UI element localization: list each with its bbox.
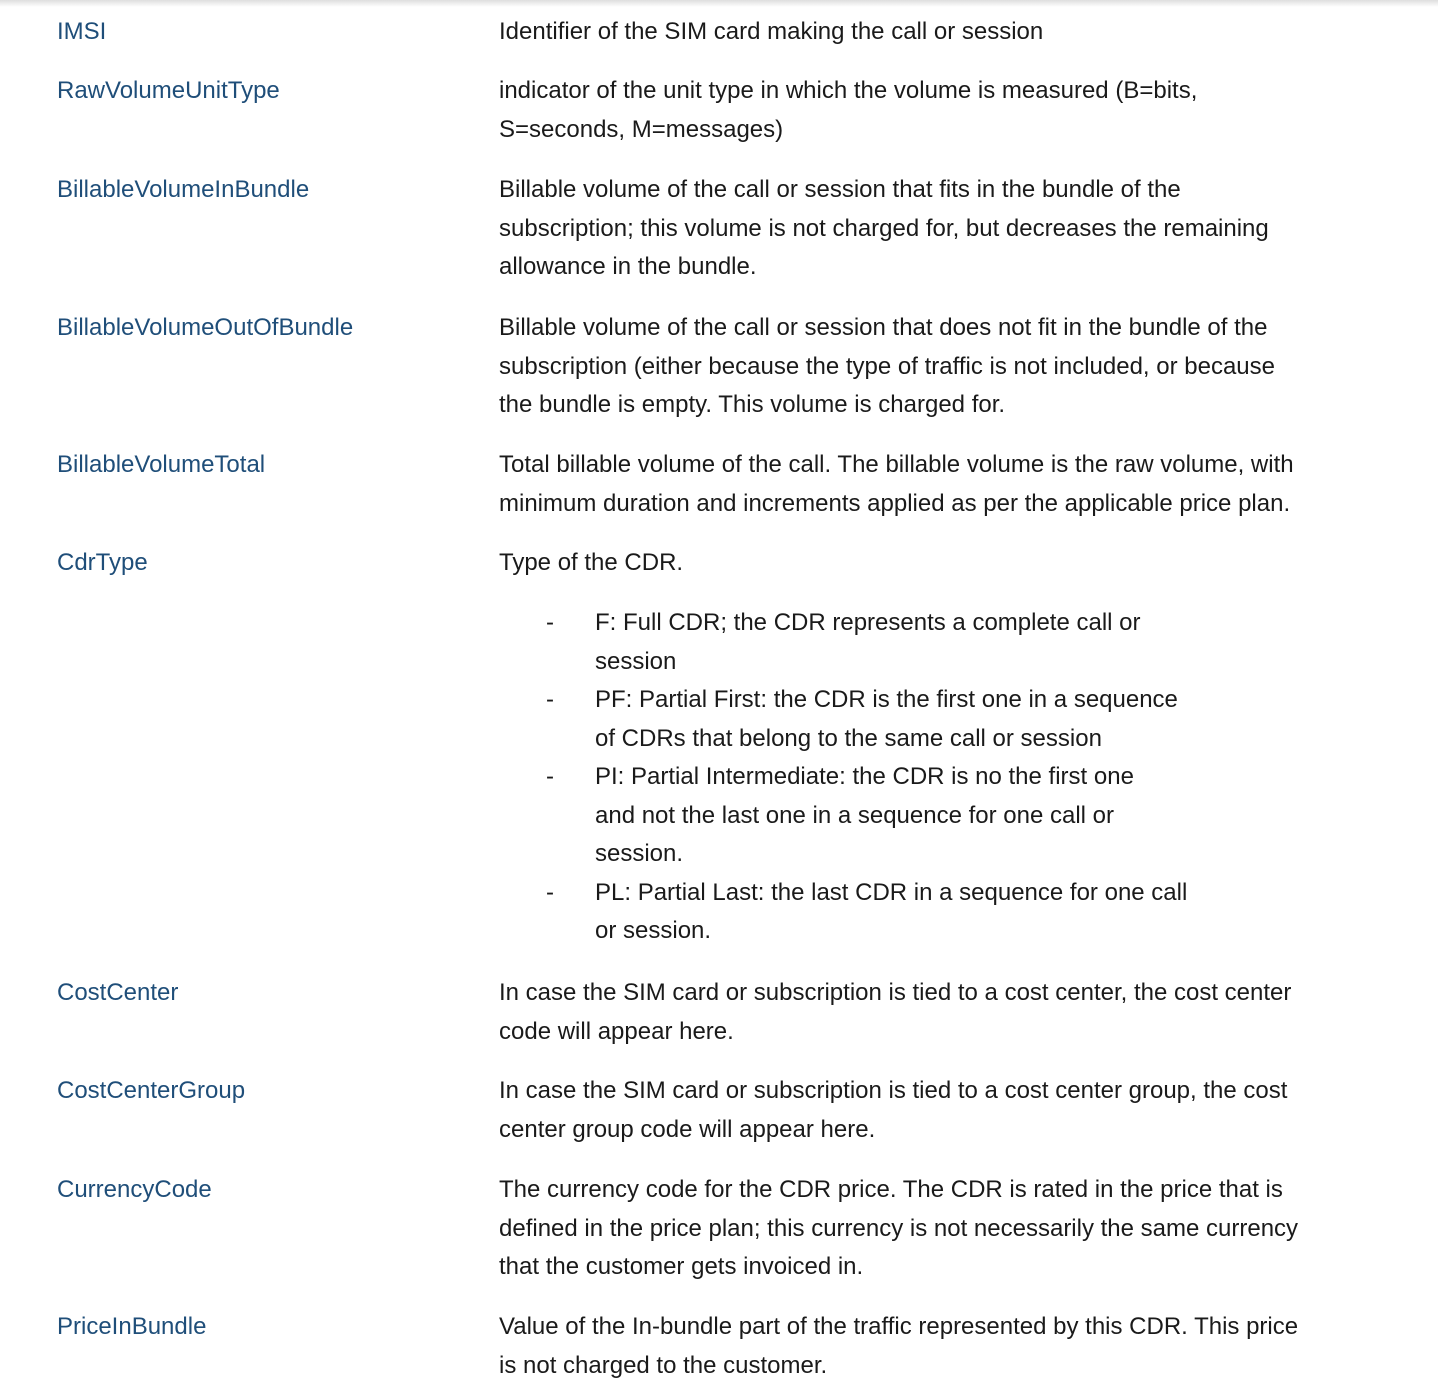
description-line: S=seconds, M=messages) bbox=[499, 115, 784, 143]
description-line: that the customer gets invoiced in. bbox=[499, 1253, 864, 1280]
list-item-line: session bbox=[595, 647, 677, 675]
field-name: CostCenterGroup bbox=[57, 1077, 246, 1104]
list-item-line: PL: Partial Last: the last CDR in a sequence for one call bbox=[595, 878, 1188, 906]
list-item bbox=[499, 681, 1414, 758]
list-bullet: - bbox=[546, 686, 554, 713]
description-line: center group code will appear here. bbox=[499, 1115, 876, 1143]
field-description bbox=[499, 13, 1414, 52]
field-description bbox=[499, 1308, 1414, 1385]
description-line: minimum duration and increments applied as per the applicable price plan. bbox=[499, 489, 1291, 517]
field-description bbox=[499, 1171, 1414, 1287]
field-name: BillableVolumeTotal bbox=[57, 451, 266, 478]
list-item-line: and not the last one in a sequence for one call or bbox=[595, 801, 1115, 829]
list-item-text bbox=[595, 758, 1414, 874]
list-item bbox=[499, 874, 1414, 951]
field-description bbox=[499, 1072, 1414, 1149]
field-description bbox=[499, 446, 1414, 523]
list-bullet: - bbox=[546, 878, 554, 906]
list-bullet: - bbox=[546, 763, 554, 790]
field-name: CostCenter bbox=[57, 979, 179, 1006]
list-item-text bbox=[595, 681, 1414, 758]
description-line: the bundle is empty. This volume is charged for. bbox=[499, 391, 1006, 418]
list-item-line: F: Full CDR; the CDR represents a complete call or bbox=[595, 609, 1141, 636]
field-name: BillableVolumeOutOfBundle bbox=[57, 314, 354, 341]
description-line: In case the SIM card or subscription is tied to a cost center group, the cost bbox=[499, 1077, 1288, 1104]
field-name: RawVolumeUnitType bbox=[57, 77, 280, 104]
field-name: PriceInBundle bbox=[57, 1313, 207, 1340]
description-line: defined in the price plan; this currency is not necessarily the same currency bbox=[499, 1214, 1299, 1242]
list-item-line: session. bbox=[595, 840, 684, 867]
description-line: Type of the CDR. bbox=[499, 549, 684, 576]
list-item-line: PF: Partial First: the CDR is the first one in a sequence bbox=[595, 686, 1178, 713]
description-line: allowance in the bundle. bbox=[499, 253, 757, 280]
description-line: In case the SIM card or subscription is tied to a cost center, the cost center bbox=[499, 979, 1292, 1006]
field-description bbox=[499, 974, 1414, 1051]
field-description bbox=[499, 171, 1414, 287]
description-line: Total billable volume of the call. The billable volume is the raw volume, with bbox=[499, 451, 1294, 478]
description-line: Billable volume of the call or session that does not fit in the bundle of the bbox=[499, 314, 1268, 341]
page-top-shadow bbox=[0, 0, 1438, 7]
list-item-line: or session. bbox=[595, 917, 712, 944]
list-item-line: of CDRs that belong to the same call or session bbox=[595, 724, 1102, 752]
list-bullet: - bbox=[546, 609, 554, 636]
field-name: BillableVolumeInBundle bbox=[57, 176, 310, 203]
description-line: Value of the In-bundle part of the traffic represented by this CDR. This price bbox=[499, 1313, 1299, 1340]
description-line: subscription (either because the type of traffic is not included, or because bbox=[499, 352, 1276, 380]
description-line: subscription; this volume is not charged for, but decreases the remaining bbox=[499, 214, 1269, 242]
description-line: code will appear here. bbox=[499, 1017, 734, 1045]
description-line: The currency code for the CDR price. The CDR is rated in the price that is bbox=[499, 1176, 1283, 1203]
list-item-line: PI: Partial Intermediate: the CDR is no the first one bbox=[595, 763, 1134, 790]
description-line: Billable volume of the call or session that fits in the bundle of the bbox=[499, 176, 1181, 203]
list-item-text bbox=[595, 874, 1414, 951]
list-item bbox=[499, 758, 1414, 874]
description-line: Identifier of the SIM card making the call or session bbox=[499, 18, 1044, 45]
field-name: CurrencyCode bbox=[57, 1176, 212, 1203]
description-line: indicator of the unit type in which the volume is measured (B=bits, bbox=[499, 77, 1198, 104]
field-description bbox=[499, 72, 1414, 149]
field-description bbox=[499, 544, 1414, 944]
description-line: is not charged to the customer. bbox=[499, 1351, 828, 1379]
field-name: IMSI bbox=[57, 18, 107, 45]
cdr-type-list bbox=[499, 604, 1414, 951]
list-item-text bbox=[595, 604, 1414, 681]
list-item bbox=[499, 604, 1414, 681]
field-description bbox=[499, 309, 1414, 425]
field-name: CdrType bbox=[57, 549, 148, 576]
